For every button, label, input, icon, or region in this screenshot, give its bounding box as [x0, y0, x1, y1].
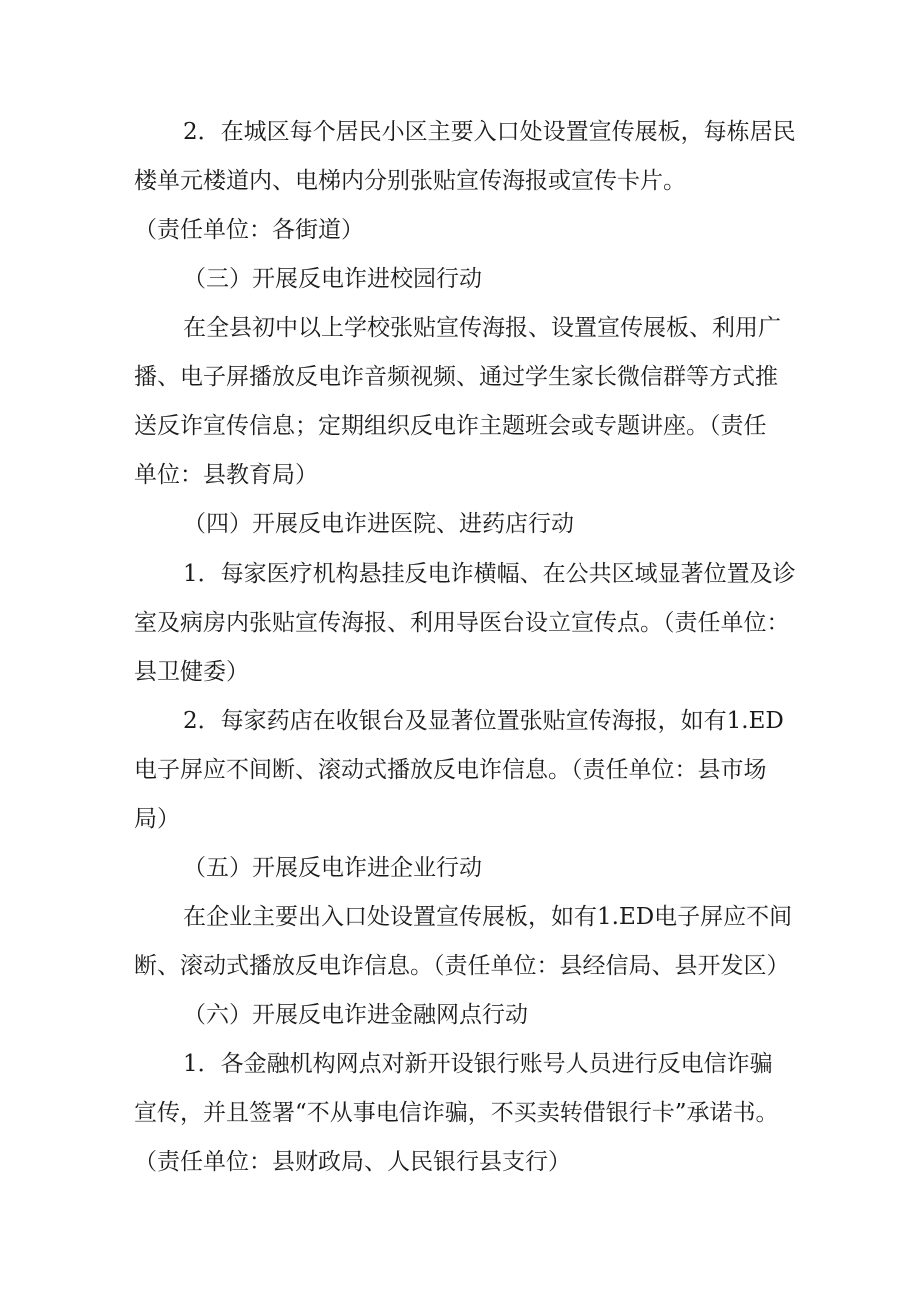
section-heading: （四）开展反电诈进医院、进药店行动: [183, 511, 574, 537]
paragraph-line: 县卫健委）: [134, 659, 249, 685]
paragraph-line: （责任单位：县财政局、人民银行县支行）: [134, 1149, 571, 1175]
section-heading: （三）开展反电诈进校园行动: [183, 266, 482, 292]
paragraph-line: 宣传，并且签署“不从事电信诈骗，不买卖转借银行卡”承诺书。: [134, 1100, 779, 1126]
paragraph-line: 在全县初中以上学校张贴宣传海报、设置宣传展板、利用广: [183, 315, 781, 341]
paragraph-line: 楼单元楼道内、电梯内分别张贴宣传海报或宣传卡片。: [134, 168, 686, 194]
paragraph-line: 送反诈宣传信息；定期组织反电诈主题班会或专题讲座。（责任: [134, 413, 767, 439]
section-heading: （五）开展反电诈进企业行动: [183, 855, 482, 881]
paragraph-line: （责任单位：各街道）: [134, 217, 364, 243]
paragraph-line: 单位：县教育局）: [134, 462, 318, 488]
paragraph-line: 室及病房内张贴宣传海报、利用导医台设立宣传点。（责任单位：: [134, 610, 790, 636]
paragraph-line: 局）: [134, 806, 180, 832]
paragraph-line: 1．各金融机构网点对新开设银行账号人员进行反电信诈骗: [183, 1051, 773, 1077]
paragraph-line: 在企业主要出入口处设置宣传展板，如有1.ED电子屏应不间: [183, 904, 793, 930]
paragraph-line: 1．每家医疗机构悬挂反电诈横幅、在公共区域显著位置及诊: [183, 561, 796, 587]
paragraph-line: 断、滚动式播放反电诈信息。（责任单位：县经信局、县开发区）: [134, 953, 790, 979]
paragraph-line: 2．在城区每个居民小区主要入口处设置宣传展板，每栋居民: [183, 119, 796, 145]
section-heading: （六）开展反电诈进金融网点行动: [183, 1002, 528, 1028]
paragraph-line: 2．每家药店在收银台及显著位置张贴宣传海报，如有1.ED: [183, 708, 784, 734]
paragraph-line: 播、电子屏播放反电诈音频视频、通过学生家长微信群等方式推: [134, 364, 778, 390]
paragraph-line: 电子屏应不间断、滚动式播放反电诈信息。（责任单位：县市场: [134, 757, 767, 783]
